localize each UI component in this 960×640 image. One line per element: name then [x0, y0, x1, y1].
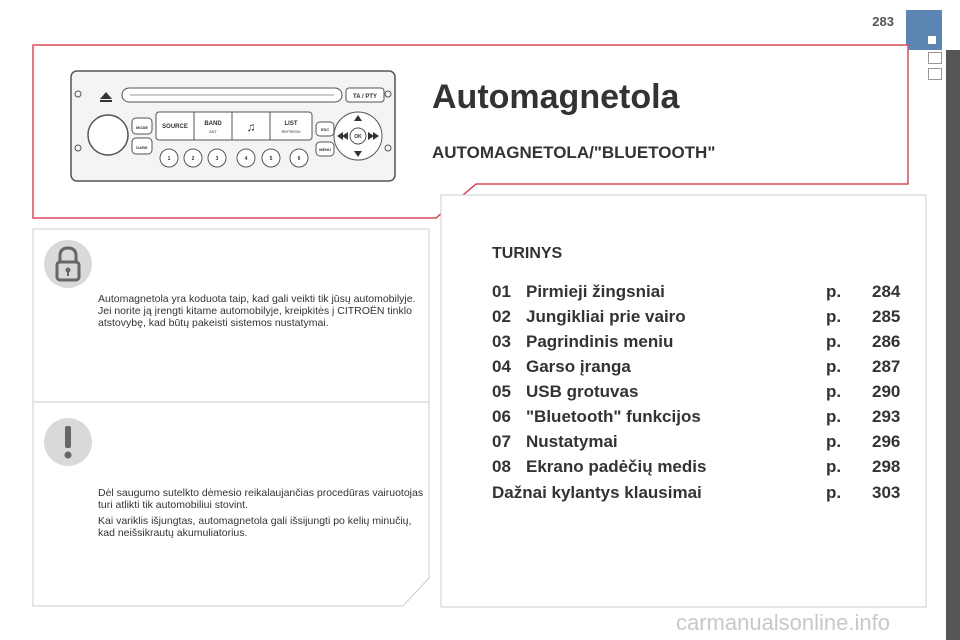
- toc-item-label: USB grotuvas: [526, 382, 639, 401]
- toc-item-01[interactable]: [492, 282, 912, 304]
- watermark: carmanualsonline.info: [675, 610, 890, 635]
- band-button[interactable]: BAND: [204, 121, 222, 127]
- toc-item-number: 08: [492, 457, 511, 476]
- toc-item-page: 303: [872, 483, 901, 502]
- mode-button[interactable]: MODE: [136, 125, 148, 130]
- toc-item-page: 286: [872, 332, 901, 351]
- preset-4-label: 4: [244, 156, 248, 162]
- volume-knob[interactable]: [88, 115, 128, 155]
- toc-item-page: 287: [872, 357, 901, 376]
- source-button[interactable]: SOURCE: [162, 124, 188, 130]
- toc-item-p: p.: [826, 357, 842, 376]
- toc-item-page: 284: [872, 282, 901, 301]
- toc-item-number: 03: [492, 332, 511, 351]
- lock-note-text: Automagnetola yra koduota taip, kad gali veikti tik jūsų automobilyje. Jei norite ją įrengti kitame automobilyje, kreipkitės į CITROËN tinklo atstovybę, kad būtų pakeisti sistemos nustatymai.: [98, 293, 416, 329]
- menu-button[interactable]: MENU: [319, 147, 331, 152]
- toc-item-label: Nustatymai: [526, 432, 618, 451]
- toc-item-p: p.: [826, 483, 842, 502]
- toc-item-08[interactable]: [492, 457, 912, 479]
- page-title: Automagnetola: [432, 78, 680, 116]
- corner-tab-notch: [928, 36, 936, 44]
- side-strip: [946, 50, 960, 640]
- toc-item-page: 298: [872, 457, 901, 476]
- warning-note-text-2: Kai variklis išjungtas, automagnetola gali išsijungti po kelių minučių, kad neišsikrautų akumuliatorius.: [98, 515, 412, 539]
- toc-item-page: 285: [872, 307, 901, 326]
- toc-item-label: Pagrindinis meniu: [526, 332, 674, 351]
- toc-item-07[interactable]: [492, 432, 912, 454]
- toc-item-number: 01: [492, 282, 511, 301]
- toc-item-number: 02: [492, 307, 511, 326]
- toc-item-label: Pirmieji žingsniai: [526, 282, 665, 301]
- toc-item-p: p.: [826, 457, 842, 476]
- dark-button[interactable]: DARK: [136, 145, 148, 150]
- toc-item-page: 293: [872, 407, 901, 426]
- music-note-icon[interactable]: ♫: [246, 120, 256, 134]
- toc-item-label: Garso įranga: [526, 357, 631, 376]
- lock-icon: [44, 240, 92, 288]
- toc-item-label: Ekrano padėčių medis: [526, 457, 707, 476]
- radio-illustration: [70, 70, 396, 182]
- notes-panel-outline: [32, 228, 432, 610]
- toc-item-p: p.: [826, 432, 842, 451]
- toc-item-page: 290: [872, 382, 901, 401]
- toc-item-03[interactable]: [492, 332, 912, 354]
- toc-item-06[interactable]: [492, 407, 912, 429]
- page-number: 283: [872, 14, 894, 29]
- toc-item-02[interactable]: [492, 307, 912, 329]
- preset-2-label: 2: [191, 156, 195, 162]
- warning-icon: [44, 418, 92, 466]
- toc-item-04[interactable]: [492, 357, 912, 379]
- side-checkbox-2: [928, 68, 942, 80]
- side-checkbox-1: [928, 52, 942, 64]
- toc-item-p: p.: [826, 407, 842, 426]
- toc-item-p: p.: [826, 282, 842, 301]
- toc-item-label: "Bluetooth" funkcijos: [526, 407, 701, 426]
- toc-item-number: 05: [492, 382, 511, 401]
- toc-item-label: Jungikliai prie vairo: [526, 307, 686, 326]
- band-sub-label: AST: [209, 129, 217, 134]
- toc-item-label: Dažnai kylantys klausimai: [492, 483, 702, 502]
- list-button[interactable]: LIST: [284, 121, 298, 127]
- preset-3-label: 3: [215, 156, 219, 162]
- esc-button[interactable]: ESC: [320, 127, 330, 132]
- toc-item-05[interactable]: [492, 382, 912, 404]
- ta-pty-button[interactable]: TA / PTY: [353, 94, 377, 100]
- warning-note-text-1: Dėl saugumo sutelkto dėmesio reikalaujančias procedūras vairuotojas turi atlikti tik automobiliui stovint.: [98, 487, 424, 511]
- toc-item-number: 07: [492, 432, 511, 451]
- list-sub-label: REFRESH: [281, 129, 301, 134]
- ok-label: OK: [354, 134, 362, 140]
- preset-5-label: 5: [269, 156, 273, 162]
- preset-1-label: 1: [167, 156, 171, 162]
- toc-item-faq[interactable]: [492, 483, 912, 505]
- toc-item-number: 06: [492, 407, 511, 426]
- toc-item-page: 296: [872, 432, 901, 451]
- toc-item-number: 04: [492, 357, 511, 376]
- toc-item-p: p.: [826, 307, 842, 326]
- preset-6-label: 6: [297, 156, 301, 162]
- toc-item-p: p.: [826, 332, 842, 351]
- page-subtitle: AUTOMAGNETOLA/"BLUETOOTH": [432, 143, 716, 162]
- toc-heading: TURINYS: [492, 245, 563, 262]
- toc-item-p: p.: [826, 382, 842, 401]
